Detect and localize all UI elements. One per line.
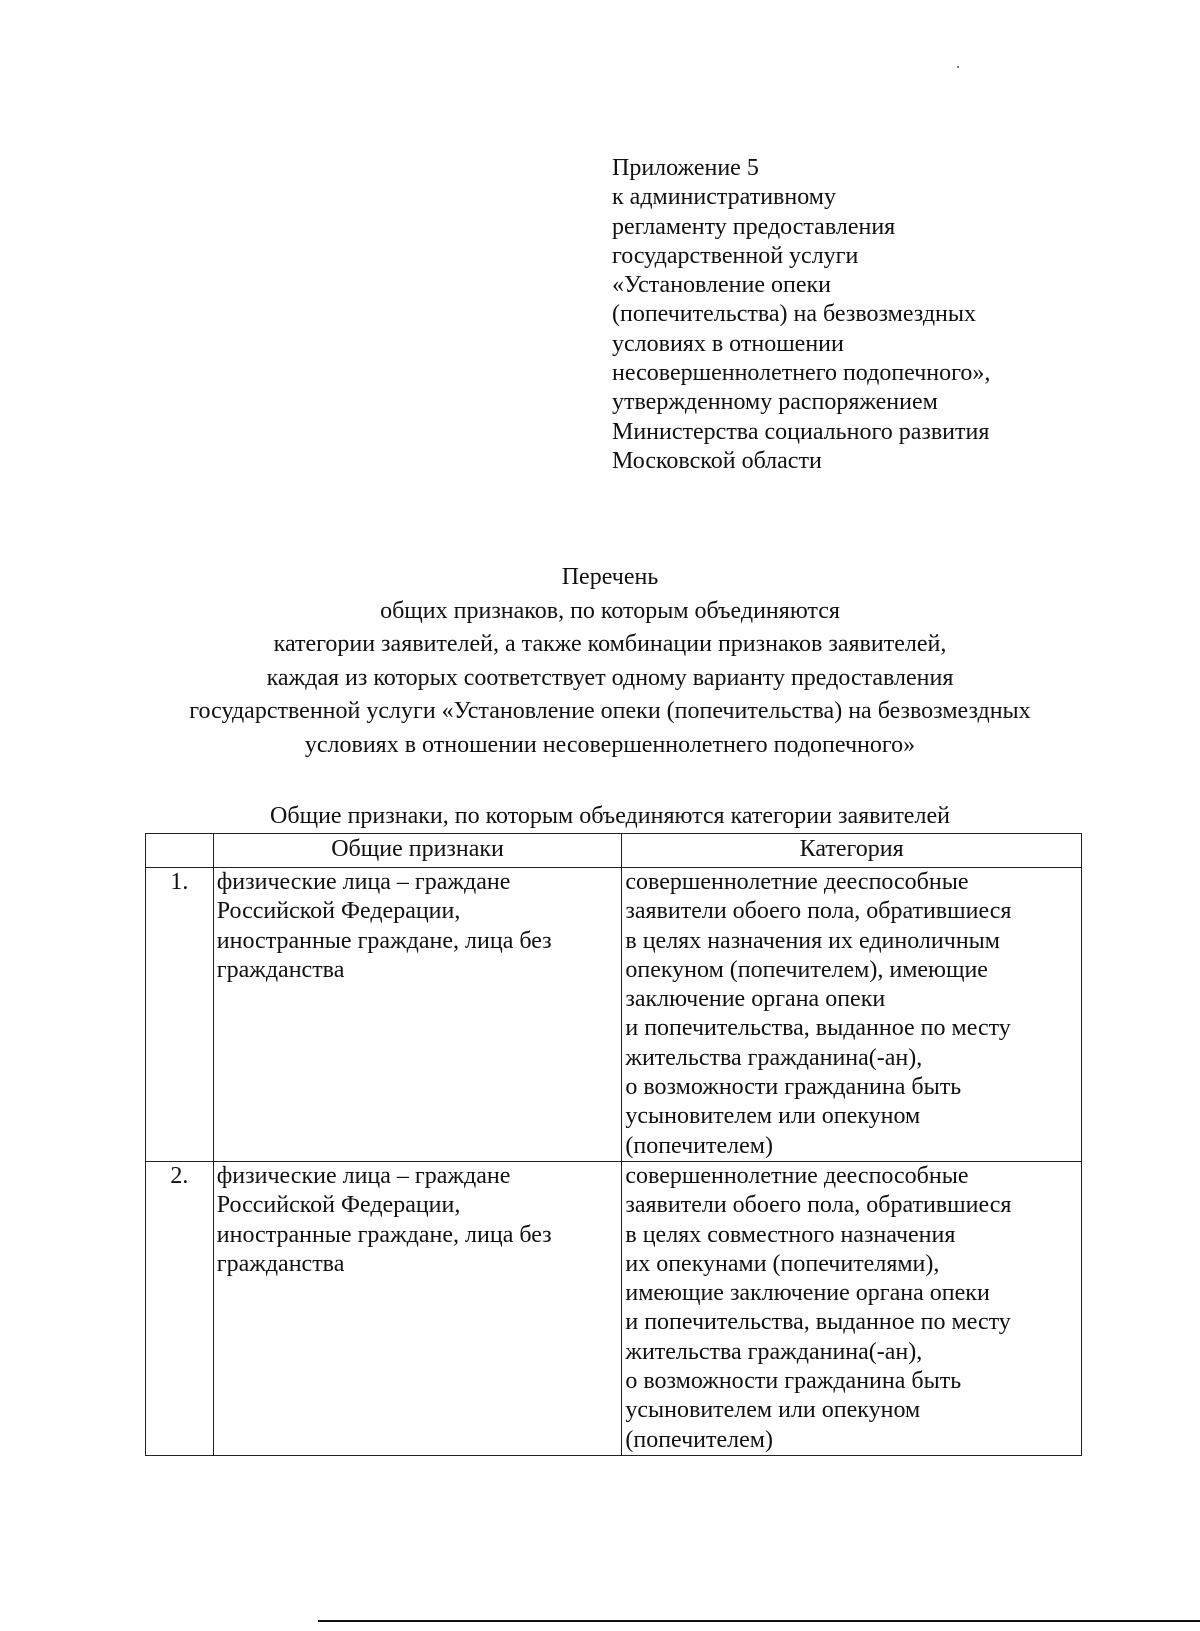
cell-line: усыновителем или опекуном xyxy=(625,1103,921,1130)
appendix-reference xyxy=(612,154,1132,476)
cell-line: Российской Федерации, xyxy=(216,898,461,925)
cell-line: совершеннолетние дееспособные xyxy=(625,869,969,895)
appendix-line: Приложение 5 xyxy=(612,155,759,181)
cell-line: имеющие заключение органа опеки xyxy=(625,1280,990,1307)
heading-line: общих признаков, по которым объединяются xyxy=(380,597,840,624)
cell-line: физические лица – граждане xyxy=(216,1163,511,1189)
cell-line: Российской Федерации, xyxy=(216,1192,461,1219)
cell-line: (попечителем) xyxy=(625,1426,773,1453)
header-number xyxy=(146,834,214,868)
header-common-signs: Общие признаки xyxy=(213,834,622,868)
cell-line: их опекунами (попечителями), xyxy=(625,1250,940,1277)
cell-line: гражданства xyxy=(216,1250,345,1277)
cell-line: и попечительства, выданное по месту xyxy=(625,1015,1011,1042)
cell-line: и попечительства, выданное по месту xyxy=(625,1309,1011,1336)
cell-line: о возможности гражданина быть xyxy=(625,1368,962,1395)
cell-line: в целях назначения их единоличным xyxy=(625,927,1000,954)
table-header-row xyxy=(146,834,1082,868)
cell-line: заявители обоего пола, обратившиеся xyxy=(625,898,1012,925)
cell-line: иностранные граждане, лица без xyxy=(216,1221,552,1248)
cell-line: заключение органа опеки xyxy=(625,986,886,1013)
table-row xyxy=(146,868,1082,1162)
cell-line: усыновителем или опекуном xyxy=(625,1397,921,1424)
cell-line: гражданства xyxy=(216,956,345,983)
document-heading xyxy=(60,561,1160,762)
row-number: 1. xyxy=(146,868,214,1162)
cell-line: заявители обоего пола, обратившиеся xyxy=(625,1192,1012,1219)
appendix-line: несовершеннолетнего подопечного», xyxy=(612,360,991,387)
appendix-line: Министерства социального развития xyxy=(612,418,990,445)
cell-line: жительства гражданина(-ан), xyxy=(625,1338,923,1365)
heading-line: категории заявителей, а также комбинации признаков заявителей, xyxy=(273,631,947,657)
scan-edge-line xyxy=(318,1620,1200,1622)
cell-line: совершеннолетние дееспособные xyxy=(625,1163,969,1189)
row-category xyxy=(622,868,1082,1162)
header-category: Категория xyxy=(622,834,1082,868)
appendix-line: утвержденному распоряжением xyxy=(612,389,938,416)
cell-line: опекуном (попечителем), имеющие xyxy=(625,956,988,983)
appendix-line: (попечительства) на безвозмездных xyxy=(612,301,976,328)
cell-line: жительства гражданина(-ан), xyxy=(625,1044,923,1071)
heading-title: Перечень xyxy=(561,564,659,590)
appendix-line: «Установление опеки xyxy=(612,272,832,299)
table-caption: Общие признаки, по которым объединяются категории заявителей xyxy=(270,803,950,829)
appendix-line: условиях в отношении xyxy=(612,330,844,357)
row-category xyxy=(622,1162,1082,1456)
heading-line: государственной услуги «Установление опеки (попечительства) на безвозмездных xyxy=(189,698,1031,724)
heading-line: условиях в отношении несовершеннолетнего подопечного» xyxy=(304,731,916,758)
scan-speck xyxy=(957,66,959,68)
cell-line: иностранные граждане, лица без xyxy=(216,927,552,954)
appendix-line: регламенту предоставления xyxy=(612,213,896,240)
row-number: 2. xyxy=(146,1162,214,1456)
row-common-signs xyxy=(213,1162,622,1456)
cell-line: физические лица – граждане xyxy=(216,869,511,895)
row-common-signs xyxy=(213,868,622,1162)
cell-line: о возможности гражданина быть xyxy=(625,1074,962,1101)
appendix-line: к административному xyxy=(612,184,836,211)
criteria-table xyxy=(145,833,1082,1456)
appendix-line: государственной услуги xyxy=(612,242,859,269)
table-row xyxy=(146,1162,1082,1456)
cell-line: (попечителем) xyxy=(625,1132,773,1159)
cell-line: в целях совместного назначения xyxy=(625,1221,956,1248)
heading-line: каждая из которых соответствует одному варианту предоставления xyxy=(266,664,954,691)
appendix-line: Московской области xyxy=(612,447,822,474)
